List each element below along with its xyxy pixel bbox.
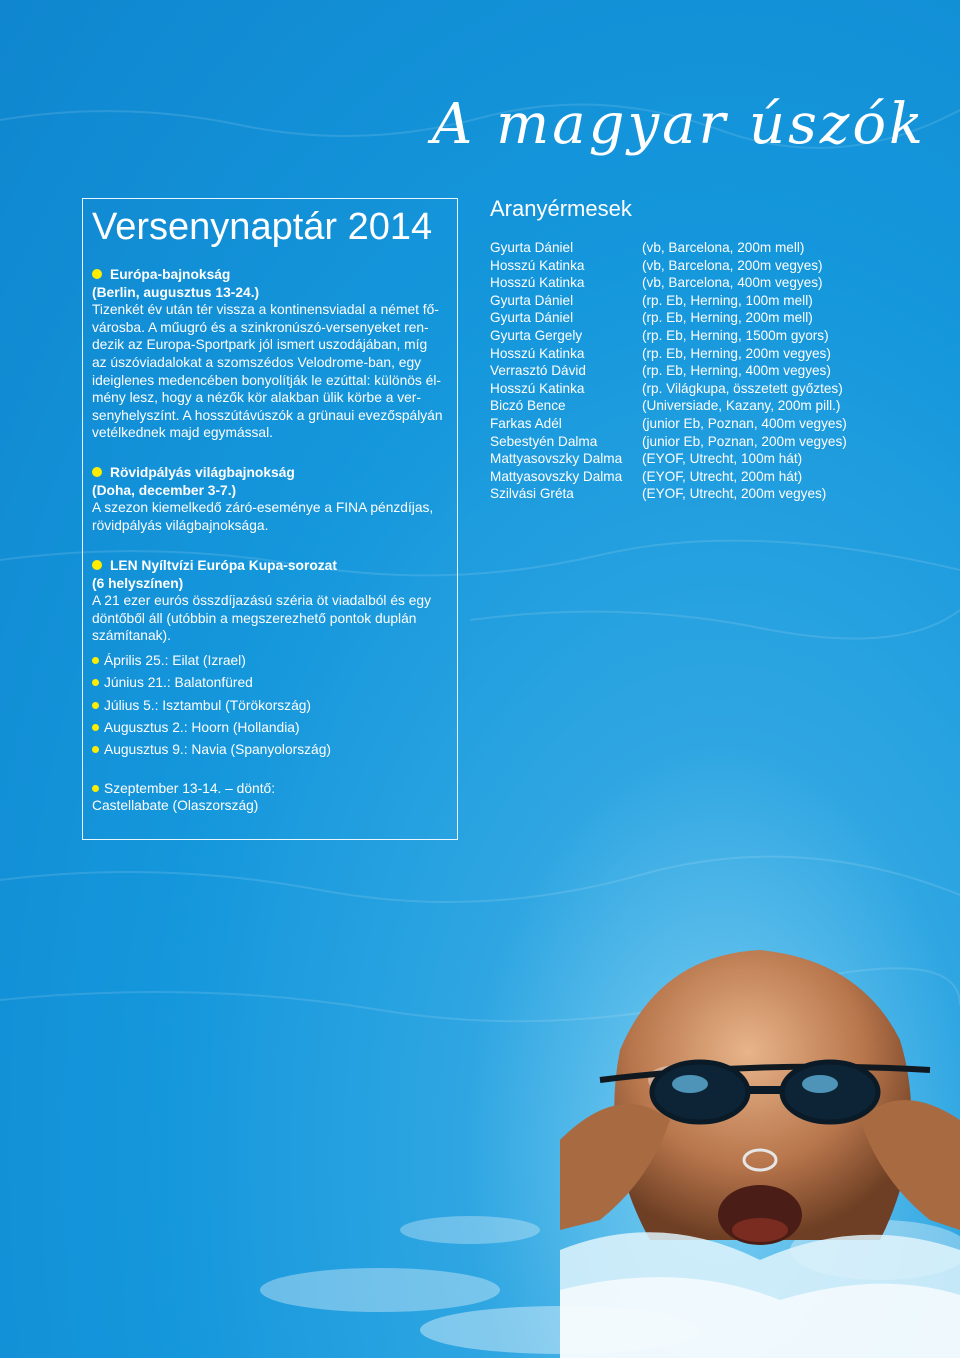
medalist-name: Hosszú Katinka	[490, 345, 585, 361]
bullet-icon	[92, 269, 102, 279]
bullet-icon	[92, 702, 99, 709]
table-row	[490, 274, 847, 292]
bullet-icon	[92, 679, 99, 686]
list-item: Június 21.: Balatonfüred	[92, 674, 331, 696]
medal-event: (vb, Barcelona, 400m vegyes)	[642, 275, 823, 291]
medalist-name: Sebestyén Dalma	[490, 433, 598, 449]
table-row	[490, 468, 847, 486]
table-row	[490, 433, 847, 451]
table-row	[490, 380, 847, 398]
medalist-name: Mattyasovszky Dalma	[490, 468, 623, 484]
table-row	[490, 450, 847, 468]
medalist-name: Verrasztó Dávid	[490, 363, 586, 379]
list-item: Július 5.: Isztambul (Törökország)	[92, 697, 331, 719]
medalist-name: Hosszú Katinka	[490, 257, 585, 273]
medal-event: (rp. Eb, Herning, 1500m gyors)	[642, 327, 829, 343]
list-item: Április 25.: Eilat (Izrael)	[92, 652, 331, 674]
event-heading: Rövidpályás világbajnokság	[92, 464, 450, 482]
list-item: Augusztus 2.: Hoorn (Hollandia)	[92, 719, 331, 741]
medalist-name: Farkas Adél	[490, 415, 562, 431]
medalist-name: Hosszú Katinka	[490, 380, 585, 396]
medal-event: (rp. Eb, Herning, 400m vegyes)	[642, 363, 831, 379]
list-item: Augusztus 9.: Navia (Spanyolország)	[92, 741, 331, 763]
event-heading: Európa-bajnokság	[92, 266, 450, 284]
table-row	[490, 415, 847, 433]
medalist-name: Gyurta Gergely	[490, 327, 583, 343]
bullet-icon	[92, 657, 99, 664]
table-row	[490, 397, 847, 415]
medalist-name: Hosszú Katinka	[490, 275, 585, 291]
medalist-name: Szilvási Gréta	[490, 486, 574, 502]
medalist-name: Gyurta Dániel	[490, 292, 574, 308]
table-row	[490, 292, 847, 310]
bullet-icon	[92, 560, 102, 570]
medal-event: (junior Eb, Poznan, 400m vegyes)	[642, 415, 847, 431]
medal-event: (junior Eb, Poznan, 200m vegyes)	[642, 433, 847, 449]
gold-medalists-table	[490, 239, 847, 503]
cup-final: Szeptember 13-14. – döntő: Castellabate (Olaszország)	[92, 781, 276, 814]
table-row	[490, 239, 847, 257]
medal-event: (rp. Eb, Herning, 200m vegyes)	[642, 345, 831, 361]
event-description: Tizenkét év után tér vissza a kontinensviadal a német fő- városba. A műugró és a szinkronúszó-versenyeket ren- dezik az Europa-Sportpark jól ismert uszodájában, míg az úszóviadalokat a szomszédos Velodrome-ban, egy ideiglenes medencében bonyolítják le ezúttal: különös él- mény lesz, hogy a nézők kör alakban ülik körbe a ver- senyhelyszínt. A hosszútávúszók a grünaui evezőspályán vetélkednek majd egymással.	[92, 302, 443, 441]
medal-event: (EYOF, Utrecht, 100m hát)	[642, 451, 803, 467]
table-row	[490, 362, 847, 380]
bullet-icon	[92, 467, 102, 477]
medal-event: (rp. Eb, Herning, 100m mell)	[642, 292, 813, 308]
medal-event: (Universiade, Kazany, 200m pill.)	[642, 398, 841, 414]
medal-event: (vb, Barcelona, 200m vegyes)	[642, 257, 823, 273]
bullet-icon	[92, 746, 99, 753]
event-description: A szezon kiemelkedő záró-eseménye a FINA pénzdíjas, rövidpályás világbajnoksága.	[92, 500, 434, 533]
page-headline: A magyar úszók	[431, 92, 926, 157]
event-heading: LEN Nyíltvízi Európa Kupa-sorozat	[92, 557, 450, 575]
medalist-name: Gyurta Dániel	[490, 240, 574, 255]
gold-medalists-title: Aranyérmesek	[490, 196, 632, 221]
table-row	[490, 485, 847, 503]
event-short-course-worlds: Rövidpályás világbajnokság (Doha, december 3-7.) A szezon kiemelkedő záró-eseménye a FINA pénzdíjas, rövidpályás világbajnoksága.	[92, 464, 450, 534]
table-row	[490, 309, 847, 327]
medal-event: (rp. Világkupa, összetett győztes)	[642, 380, 843, 396]
table-row	[490, 257, 847, 275]
medal-event: (vb, Barcelona, 200m mell)	[642, 240, 805, 255]
bullet-icon	[92, 724, 99, 731]
table-row	[490, 327, 847, 345]
medal-event: (EYOF, Utrecht, 200m hát)	[642, 468, 803, 484]
medal-event: (EYOF, Utrecht, 200m vegyes)	[642, 486, 827, 502]
bullet-icon	[92, 785, 99, 792]
medalist-name: Mattyasovszky Dalma	[490, 451, 623, 467]
table-row	[490, 345, 847, 363]
calendar-title: Versenynaptár 2014	[92, 206, 433, 248]
medalist-name: Biczó Bence	[490, 398, 566, 414]
event-european-championship: Európa-bajnokság (Berlin, augusztus 13-24.) Tizenkét év után tér vissza a kontinensviadal a német fő- városba. A műugró és a szinkronúszó-versenyeket ren- dezik az Europa-Sportpark jól ismert uszodájában, míg az úszóviadalokat a szomszédos Velodrome-ban, egy ideiglenes medencében bonyolítják le ezúttal: különös él- mény lesz, hogy a nézők kör alakban ülik körbe a ver- senyhelyszínt. A hosszútávúszók a grünaui evezőspályán vetélkednek majd egymással.	[92, 266, 450, 442]
medal-event: (rp. Eb, Herning, 200m mell)	[642, 310, 813, 326]
cup-stops-list	[92, 652, 331, 763]
swimmer-photo	[560, 820, 960, 1358]
medalist-name: Gyurta Dániel	[490, 310, 574, 326]
event-open-water-cup: LEN Nyíltvízi Európa Kupa-sorozat (6 helyszínen) A 21 ezer eurós összdíjazású széria öt viadalból és egy döntőből áll (utóbbin a megszerezhető pontok duplán számítanak).	[92, 557, 450, 645]
event-description: A 21 ezer eurós összdíjazású széria öt viadalból és egy döntőből áll (utóbbin a megszerezhető pontok duplán számítanak).	[92, 593, 431, 644]
